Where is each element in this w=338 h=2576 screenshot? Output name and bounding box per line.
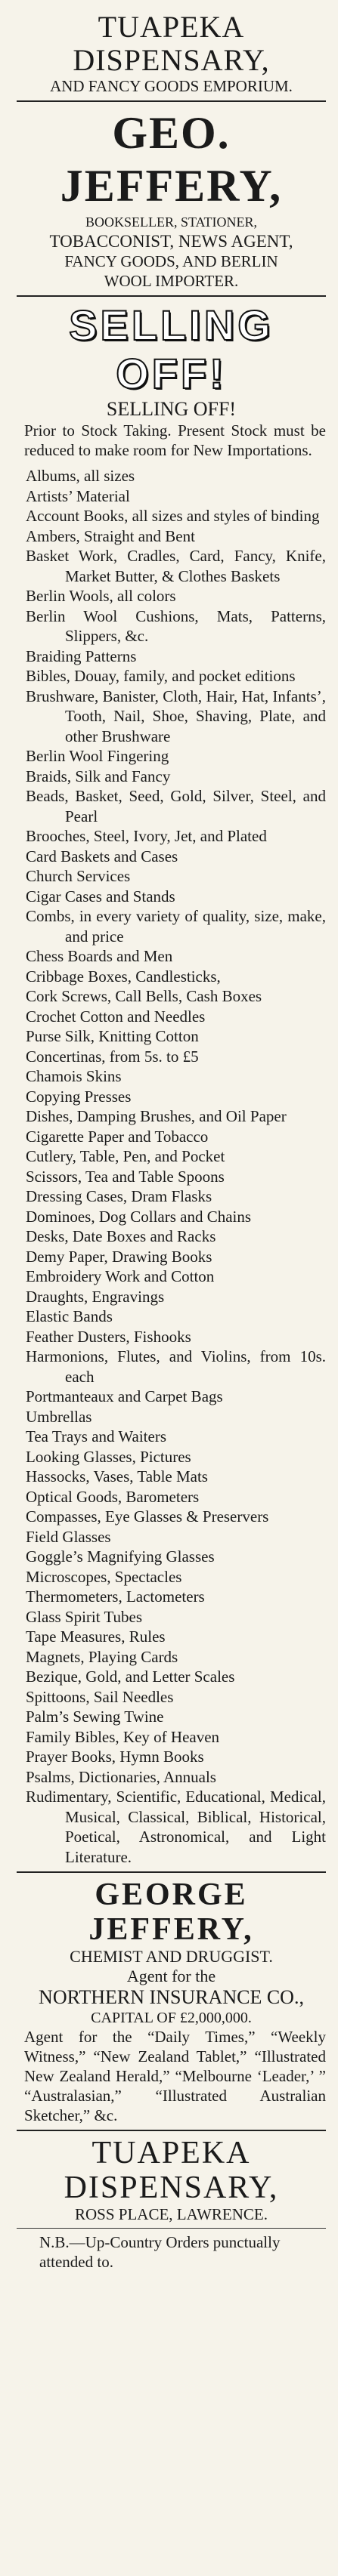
goods-list-item: Brushware, Banister, Cloth, Hair, Hat, Infants’, Tooth, Nail, Shoe, Shaving, Plate, and other Brushware: [26, 686, 326, 745]
footer-address: ROSS PLACE, LAWRENCE.: [74, 2205, 268, 2223]
goods-list-item: Portmanteaux and Carpet Bags: [26, 1387, 223, 1405]
dispensary-title: TUAPEKA DISPENSARY,: [73, 10, 270, 77]
goods-list-item: Elastic Bands: [26, 1307, 113, 1325]
goods-list-item: Compasses, Eye Glasses & Preservers: [26, 1507, 269, 1526]
goods-list-item: Field Glasses: [26, 1527, 111, 1546]
goods-list-item: Rudimentary, Scientific, Educational, Medical, Musical, Classical, Biblical, Historical, Poetical, Astronomical, and Light Literature.: [26, 1788, 326, 1866]
chemist-subtitle: CHEMIST AND DRUGGIST.: [70, 1947, 273, 1966]
goods-list-item: Artists’ Material: [26, 486, 130, 505]
proprietor-name: GEO. JEFFERY,: [60, 108, 283, 211]
insurance-company: NORTHERN INSURANCE CO.,: [39, 1986, 304, 2008]
trade-line: WOOL IMPORTER.: [104, 272, 239, 290]
goods-list-item: Berlin Wool Cushions, Mats, Patterns, Slippers, &c.: [26, 606, 326, 645]
goods-list: [17, 466, 326, 1867]
newspaper-agent-text: Agent for the “Daily Times,” “Weekly Witness,” “New Zealand Tablet,” “Illustrated New Zealand Herald,” “Melbourne ‘Leader,’ ” “Australasian,” “Illustrated Australian Sketcher,” &c.: [24, 2028, 326, 2124]
goods-list-item: Braiding Patterns: [26, 646, 137, 665]
goods-list-item: Cigarette Paper and Tobacco: [26, 1127, 209, 1146]
goods-list-item: Albums, all sizes: [26, 467, 135, 485]
divider: [17, 100, 326, 102]
goods-list-item: Card Baskets and Cases: [26, 847, 178, 865]
agent-for: Agent for the: [126, 1967, 216, 1985]
goods-list-item: Berlin Wool Fingering: [26, 747, 169, 765]
goods-list-item: Umbrellas: [26, 1407, 92, 1426]
goods-list-item: Crochet Cotton and Needles: [26, 1007, 206, 1026]
goods-list-item: Dominoes, Dog Collars and Chains: [26, 1207, 252, 1226]
goods-list-item: Tea Trays and Waiters: [26, 1427, 167, 1445]
selling-off-headline: SELLING OFF!: [69, 301, 274, 397]
insurance-capital: CAPITAL OF £2,000,000.: [91, 2010, 252, 2026]
goods-list-item: Cribbage Boxes, Candlesticks,: [26, 967, 221, 986]
trade-line: TOBACCONIST, NEWS AGENT,: [49, 232, 293, 251]
goods-list-item: Harmonions, Flutes, and Violins, from 10s. each: [26, 1347, 326, 1386]
goods-list-item: Dressing Cases, Dram Flasks: [26, 1187, 212, 1205]
goods-list-item: Palm’s Sewing Twine: [26, 1708, 164, 1726]
goods-list-item: Bezique, Gold, and Letter Scales: [26, 1667, 235, 1686]
selling-off-sub: SELLING OFF!: [106, 398, 237, 420]
goods-list-item: Glass Spirit Tubes: [26, 1607, 143, 1626]
goods-list-item: Goggle’s Magnifying Glasses: [26, 1547, 215, 1566]
goods-list-item: Magnets, Playing Cards: [26, 1647, 178, 1666]
goods-list-item: Spittoons, Sail Needles: [26, 1687, 174, 1706]
chemist-name: GEORGE JEFFERY,: [88, 1877, 254, 1947]
goods-list-item: Combs, in every variety of quality, size, make, and price: [26, 907, 326, 946]
goods-list-item: Feather Dusters, Fishooks: [26, 1327, 191, 1346]
goods-list-item: Chess Boards and Men: [26, 947, 173, 965]
goods-list-item: Basket Work, Cradles, Card, Fancy, Knife, Market Butter, & Clothes Baskets: [26, 547, 326, 585]
divider: [17, 2228, 326, 2229]
goods-list-item: Cork Screws, Call Bells, Cash Boxes: [26, 987, 262, 1005]
goods-list-item: Thermometers, Lactometers: [26, 1587, 205, 1606]
goods-list-item: Church Services: [26, 867, 131, 885]
divider: [17, 1871, 326, 1873]
goods-list-item: Draughts, Engravings: [26, 1287, 165, 1306]
goods-list-item: Berlin Wools, all colors: [26, 587, 176, 605]
goods-list-item: Prayer Books, Hymn Books: [26, 1748, 204, 1766]
goods-list-item: Embroidery Work and Cotton: [26, 1267, 215, 1285]
goods-list-item: Scissors, Tea and Table Spoons: [26, 1167, 225, 1186]
divider: [17, 2130, 326, 2131]
goods-list-item: Demy Paper, Drawing Books: [26, 1247, 212, 1266]
goods-list-item: Cutlery, Table, Pen, and Pocket: [26, 1147, 225, 1165]
goods-list-item: Cigar Cases and Stands: [26, 887, 175, 905]
goods-list-item: Copying Presses: [26, 1087, 132, 1106]
goods-list-item: Beads, Basket, Seed, Gold, Silver, Steel, and Pearl: [26, 787, 326, 825]
goods-list-item: Bibles, Douay, family, and pocket editions: [26, 667, 296, 685]
goods-list-item: Braids, Silk and Fancy: [26, 767, 171, 785]
goods-list-item: Concertinas, from 5s. to £5: [26, 1047, 199, 1066]
goods-list-item: Optical Goods, Barometers: [26, 1487, 200, 1506]
goods-list-item: Hassocks, Vases, Table Mats: [26, 1467, 208, 1485]
goods-list-item: Family Bibles, Key of Heaven: [26, 1727, 220, 1746]
trade-line: BOOKSELLER, STATIONER,: [85, 214, 258, 230]
goods-list-item: Brooches, Steel, Ivory, Jet, and Plated: [26, 827, 267, 845]
goods-list-item: Purse Silk, Knitting Cotton: [26, 1027, 199, 1045]
goods-list-item: Chamois Skins: [26, 1067, 122, 1085]
divider: [17, 295, 326, 297]
goods-list-item: Desks, Date Boxes and Racks: [26, 1227, 216, 1245]
sale-intro: Prior to Stock Taking. Present Stock must be reduced to make room for New Importations.: [24, 421, 326, 459]
footer-note: N.B.—Up-Country Orders punctually attended to.: [39, 2233, 281, 2271]
emporium-subtitle: AND FANCY GOODS EMPORIUM.: [50, 77, 293, 95]
footer-title: TUAPEKA DISPENSARY,: [64, 2136, 279, 2205]
goods-list-item: Microscopes, Spectacles: [26, 1567, 182, 1586]
goods-list-item: Tape Measures, Rules: [26, 1627, 166, 1646]
goods-list-item: Ambers, Straight and Bent: [26, 526, 195, 545]
goods-list-item: Account Books, all sizes and styles of binding: [26, 507, 320, 525]
goods-list-item: Looking Glasses, Pictures: [26, 1447, 191, 1466]
goods-list-item: Psalms, Dictionaries, Annuals: [26, 1767, 216, 1786]
trade-line: FANCY GOODS, AND BERLIN: [64, 252, 278, 270]
goods-list-item: Dishes, Damping Brushes, and Oil Paper: [26, 1107, 287, 1125]
